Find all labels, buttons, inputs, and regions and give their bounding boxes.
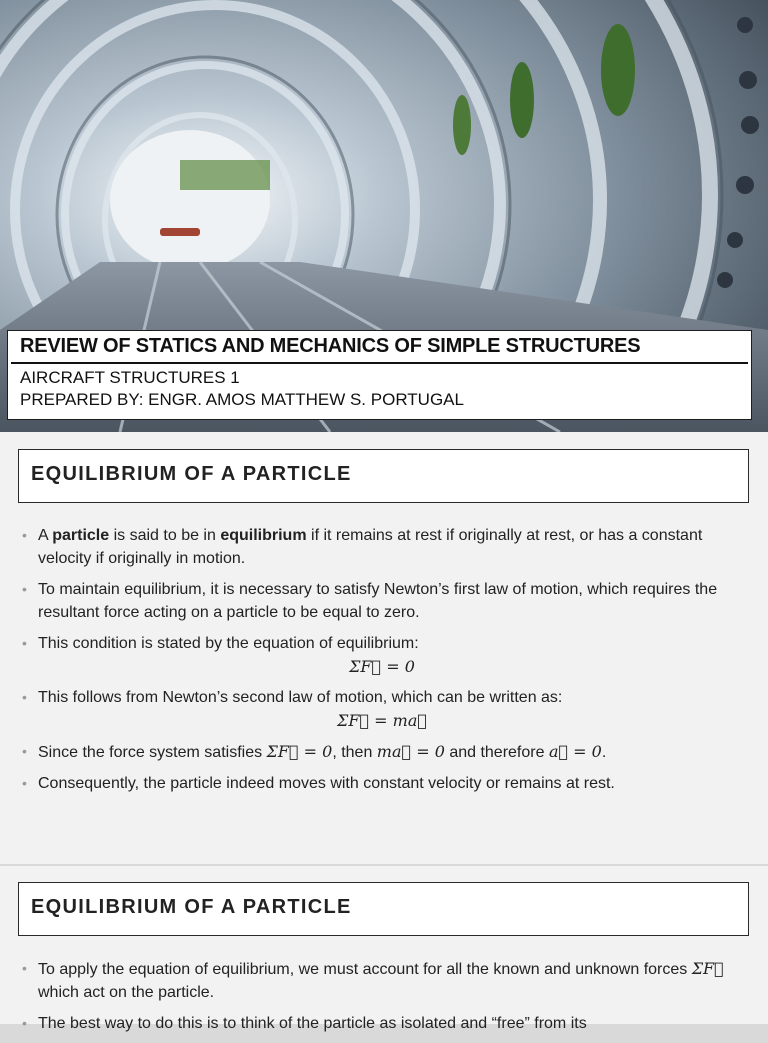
title-slide: [0, 0, 768, 432]
text-run: This follows from Newton’s second law of motion, which can be written as:: [38, 689, 563, 706]
bullet-icon: •: [22, 689, 27, 705]
text-run: is said to be in: [109, 527, 221, 544]
list-item: [22, 632, 742, 678]
equation-equilibrium: ΣF⃗ = 0: [349, 657, 415, 676]
title-box: [7, 330, 752, 420]
text-run: .: [601, 744, 607, 761]
presentation-title: REVIEW OF STATICS AND MECHANICS OF SIMPLE STRUCTURES: [20, 335, 641, 357]
bullet-icon: •: [22, 775, 27, 791]
equilibrium-slide-1: [0, 432, 768, 864]
text-run: To maintain equilibrium, it is necessary to satisfy Newton’s first law of motion, which requires the resultant force acting on a particle to be equal to zero.: [38, 581, 718, 621]
inline-math: ma⃗ = 0: [376, 742, 445, 761]
list-item: [22, 524, 742, 570]
bullet-list: [22, 957, 742, 1043]
text-run: if it remains at rest if originally at rest, or has a constant velocity if originally in motion.: [38, 527, 703, 567]
text-run: , then: [332, 744, 377, 761]
bullet-icon: •: [22, 581, 27, 597]
list-item: [22, 578, 742, 624]
bullet-icon: •: [22, 1015, 27, 1031]
title-divider: [11, 362, 748, 364]
bullet-icon: •: [22, 635, 27, 651]
list-item: [22, 772, 742, 795]
term-particle: particle: [52, 527, 110, 544]
text-run: To apply the equation of equilibrium, we must account for all the known and unknown forces: [38, 961, 692, 978]
slide-heading-text: EQUILIBRIUM OF A PARTICLE: [31, 896, 352, 918]
inline-math: ΣF⃗: [691, 959, 724, 978]
list-item: [22, 740, 742, 764]
text-run: A: [38, 527, 53, 544]
bullet-icon: •: [22, 527, 27, 543]
inline-math: a⃗ = 0: [548, 742, 602, 761]
text-run: and therefore: [444, 744, 549, 761]
course-name: AIRCRAFT STRUCTURES 1: [20, 368, 240, 387]
bullet-icon: •: [22, 960, 27, 976]
list-item: [22, 686, 742, 732]
term-equilibrium: equilibrium: [220, 527, 307, 544]
slide-heading: [18, 449, 749, 503]
inline-math: ΣF⃗ = 0: [266, 742, 333, 761]
text-run: The best way to do this is to think of the particle as isolated and “free” from its: [38, 1015, 587, 1032]
bullet-icon: •: [22, 743, 27, 759]
bullet-list: [22, 524, 742, 803]
text-run: This condition is stated by the equation of equilibrium:: [38, 635, 419, 652]
author-line: PREPARED BY: ENGR. AMOS MATTHEW S. PORTUGAL: [20, 390, 464, 409]
slide-heading: [18, 882, 749, 936]
slide-heading-text: EQUILIBRIUM OF A PARTICLE: [31, 463, 352, 485]
equation-newton-second: ΣF⃗ = ma⃗: [337, 711, 427, 730]
equilibrium-slide-2: [0, 866, 768, 1032]
list-item: [22, 957, 742, 1004]
text-run: which act on the particle.: [38, 984, 215, 1001]
text-run: Since the force system satisfies: [38, 744, 267, 761]
text-run: Consequently, the particle indeed moves with constant velocity or remains at rest.: [38, 775, 615, 792]
